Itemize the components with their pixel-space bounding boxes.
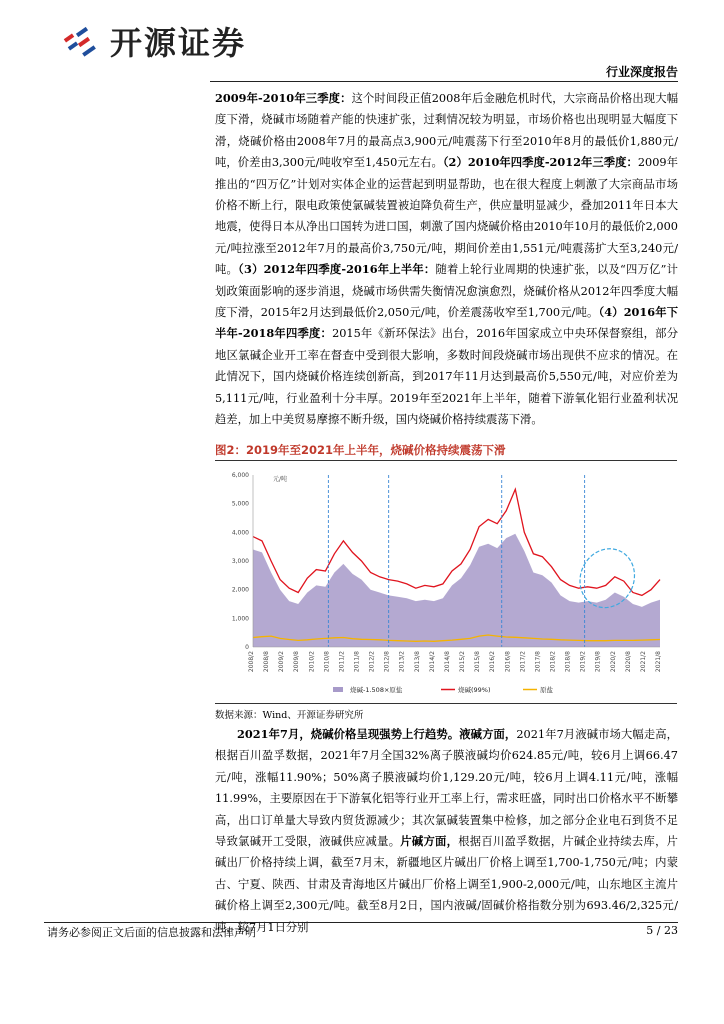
x-tick-label: 2011/8 — [353, 651, 361, 673]
period-2-heading: （2）2010年四季度-2012年三季度： — [442, 155, 638, 170]
footer-divider — [44, 922, 678, 923]
x-tick-label: 2012/8 — [383, 651, 391, 673]
x-tick-label: 2020/2 — [609, 651, 617, 673]
y-tick-label: 6,000 — [231, 472, 249, 479]
x-tick-label: 2009/8 — [293, 651, 301, 673]
period-1-text: 这个时间段正值2008年后金融危机时代，大宗商品价格出现大幅度下滑，烧碱市场随着产能的快速扩张，过剩情况较为明显，市场价格也出现明显大幅度下滑，烧碱价格由2008年7月的最高点3,900元/吨震荡下行至2010年8月的最低价1,880元/吨，价差由3,300元/吨收窄至1,450元左右。 — [215, 92, 678, 170]
x-tick-label: 2014/2 — [428, 651, 436, 673]
y-tick-label: 0 — [245, 644, 249, 651]
july-heading: 2021年7月，烧碱价格呈现强势上行趋势。液碱方面， — [237, 727, 517, 741]
x-tick-label: 2021/8 — [655, 651, 662, 673]
x-tick-label: 2016/2 — [489, 651, 497, 673]
x-tick-label: 2017/8 — [534, 651, 542, 673]
x-tick-label: 2010/8 — [323, 651, 331, 673]
x-tick-label: 2011/2 — [338, 651, 346, 673]
period-3-heading: （3）2012年四季度-2016年上半年： — [238, 262, 436, 277]
x-tick-label: 2015/2 — [459, 651, 467, 673]
x-tick-label: 2010/2 — [308, 651, 316, 673]
period-2-text: 2009年推出的“四万亿”计划对实体企业的运营起到明显帮助，也在很大程度上刺激了大宗商品市场价格不断上行，限电政策使氯碱装置被迫降负荷生产，供应量明显减少，叠加2011年日本大地震，使得日本从净出口国转为进口国，刺激了国内烧碱价格由2010年10月的最低价2,000元/吨拉涨至2012年7月的最高价3,750元/吨，期间价差由1,551元/吨震荡扩大至3,240元/吨。 — [215, 156, 678, 277]
caustic-soda-price-line — [253, 489, 660, 595]
logo-mark-icon — [60, 22, 104, 60]
figure-bottom-rule — [215, 703, 677, 704]
x-tick-label: 2017/2 — [519, 651, 527, 673]
flake-caustic-text: 根据百川盈孚数据，片碱企业持续去库，片碱出厂价格持续上调，截至7月末，新疆地区片碱出厂价格上调至1,700-1,750元/吨；内蒙古、宁夏、陕西、甘肃及青海地区片碱出厂价格上调至1,900-2,000元/吨，山东地区主流片碱价格上调至2,300元/吨。截至8月2日，国内液碱/固碱价格指数分别为693.46/2,325元/吨，较7月1日分别 — [215, 835, 678, 934]
x-tick-label: 2008/2 — [248, 651, 255, 673]
y-unit-label: 元/吨 — [273, 476, 288, 483]
y-tick-label: 3,000 — [231, 558, 249, 565]
legend-swatch-spread — [333, 687, 343, 692]
legend-label: 烧碱-1.508×原盐 — [350, 686, 403, 694]
y-tick-label: 5,000 — [231, 500, 249, 508]
period-4-heading: （4）2016年下半年-2018年四季度： — [215, 305, 679, 341]
x-tick-label: 2019/2 — [579, 651, 587, 673]
x-tick-label: 2018/8 — [564, 651, 572, 673]
y-tick-label: 1,000 — [231, 615, 249, 623]
page-number: 5 / 23 — [646, 924, 678, 937]
figure-top-rule — [215, 460, 677, 461]
header-divider — [210, 81, 678, 82]
company-logo — [60, 18, 246, 64]
y-tick-label: 2,000 — [231, 586, 249, 594]
x-tick-label: 2015/8 — [474, 651, 482, 673]
x-tick-label: 2013/2 — [398, 651, 406, 673]
x-tick-label: 2020/8 — [624, 651, 632, 673]
y-tick-label: 4,000 — [231, 529, 249, 537]
x-tick-label: 2018/2 — [549, 651, 557, 673]
liquid-caustic-text: 2021年7月液碱市场大幅走高，根据百川盈孚数据，2021年7月全国32%离子膜液碱均价624.85元/吨，较6月上调66.47元/吨，涨幅11.90%；50%离子膜液碱均价1,129.20元/吨，较6月上调4.11元/吨，涨幅11.99%，主要原因在于下游氧化铝等行业开工率上行，需求旺盛，同时出口价格水平不断攀高，出口订单量大导致内贸货源减少；其次氯碱装置集中检修，加之部分企业电石到货不足导致氯碱开工受限，液碱供应减量。 — [215, 728, 678, 849]
x-tick-label: 2021/2 — [639, 651, 647, 673]
flake-caustic-heading: 片碱方面， — [400, 834, 459, 849]
figure-title: 图2：2019年至2021年上半年，烧碱价格持续震荡下滑 — [215, 443, 506, 457]
x-tick-label: 2009/2 — [278, 651, 286, 673]
x-tick-label: 2019/8 — [594, 651, 602, 673]
legend-label: 烧碱(99%) — [458, 686, 491, 694]
caustic-soda-price-chart — [215, 463, 677, 701]
x-tick-label: 2012/2 — [368, 651, 376, 673]
x-tick-label: 2013/8 — [413, 651, 421, 673]
report-type-label: 行业深度报告 — [605, 65, 678, 79]
footer-disclaimer: 请务必参阅正文后面的信息披露和法律声明 — [47, 926, 256, 939]
legend-label: 原盐 — [540, 686, 553, 694]
period-1-heading: 2009年-2010年三季度： — [215, 91, 352, 105]
x-tick-label: 2014/8 — [443, 651, 451, 673]
period-3-text: 随着上轮行业周期的快速扩张，以及“四万亿”计划政策面影响的逐步消退，烧碱市场供需失衡情况愈演愈烈，烧碱价格从2012年四季度大幅度下滑，2015年2月达到最低价2,050元/吨，价差震荡收窄至1,700元/吨。 — [215, 263, 678, 320]
x-tick-label: 2008/8 — [263, 651, 271, 673]
period-4-text: 2015年《新环保法》出台，2016年国家成立中央环保督察组，部分地区氯碱企业开工率在督查中受到很大影响，多数时间段烧碱市场出现供不应求的情况。在此情况下，国内烧碱价格连续创新高，到2017年11月达到最高价5,550元/吨，对应价差为5,111元/吨，行业盈利十分丰厚。2019年至2021年上半年，随着下游氧化铝行业盈利状况趋差，加上中美贸易摩擦不断升级，国内烧碱价格持续震荡下滑。 — [215, 327, 678, 427]
figure-source: 数据来源：Wind、开源证券研究所 — [215, 710, 364, 721]
x-tick-label: 2016/8 — [504, 651, 512, 673]
body-paragraph-history — [215, 88, 678, 431]
logo-text: 开源证券 — [110, 24, 247, 62]
